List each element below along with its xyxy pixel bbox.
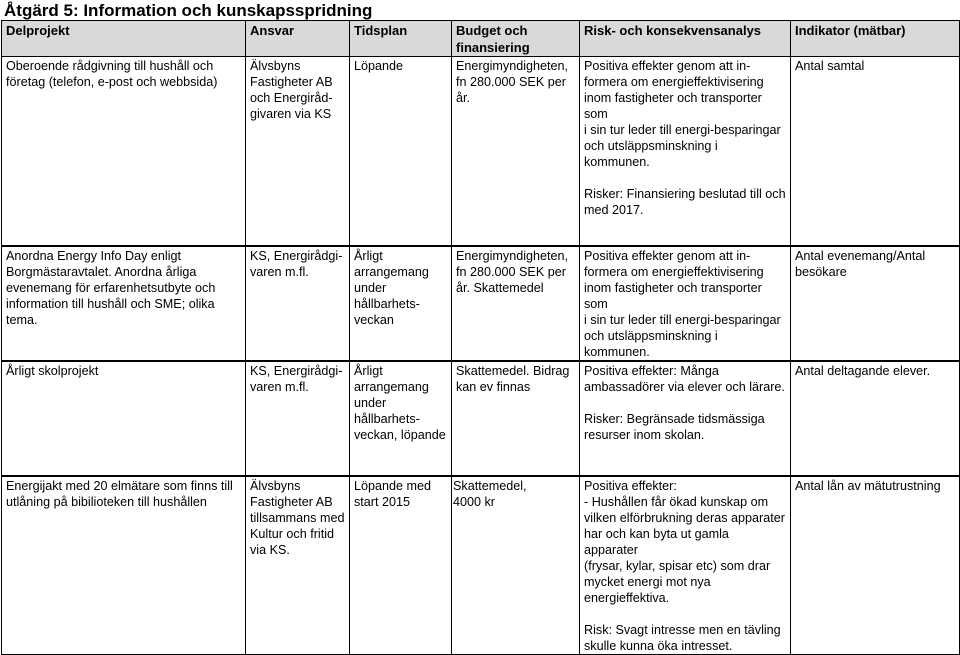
table-row [2,476,960,655]
cell-budget: Energimyndigheten, fn 280.000 SEK per år. [452,57,580,247]
cell-tidsplan: Årligt arrangemang under hållbarhets- veckan [350,246,452,361]
cell-indikator: Antal deltagande elever. [791,361,960,476]
cell-tidsplan: Löpande [350,57,452,247]
cell-indikator: Antal samtal [791,57,960,247]
header-ansvar: Ansvar [246,21,350,57]
header-risk: Risk- och konsekvensanalys [580,21,791,57]
cell-risk: Positiva effekter genom att in- formera om energieffektivisering inom fastigheter och transporter som i sin tur leder till energi-besparingar och utsläppsminskning i kommunen. Risker: Finansiering beslutad till och med 2017. [580,57,791,247]
cell-budget: Skattemedel, 4000 kr [452,476,580,655]
cell-delprojekt: Årligt skolprojekt [2,361,246,476]
cell-ansvar: Älvsbyns Fastigheter AB tillsammans med Kultur och fritid via KS. [246,476,350,655]
cell-delprojekt: Oberoende rådgivning till hushåll och företag (telefon, e-post och webbsida) [2,57,246,247]
cell-ansvar: KS, Energirådgi- varen m.fl. [246,246,350,361]
cell-risk: Positiva effekter: - Hushållen får ökad kunskap om vilken elförbrukning deras apparater har och kan byta ut gamla apparater (frysar, kylar, spisar etc) som drar mycket energi mot nya energieffektiva. Risk: Svagt intresse men en tävling skulle kunna öka intresset. [580,476,791,655]
header-delprojekt: Delprojekt [2,21,246,57]
table-row [2,361,960,476]
cell-indikator: Antal evenemang/Antal besökare [791,246,960,361]
table-row [2,57,960,247]
cell-risk: Positiva effekter genom att in- formera om energieffektivisering inom fastigheter och transporter som i sin tur leder till energi-besparingar och utsläppsminskning i kommunen. [580,246,791,361]
page-title: Åtgärd 5: Information och kunskapsspridning [4,1,373,20]
cell-delprojekt: Energijakt med 20 elmätare som finns till utlåning på bibilioteken till hushållen [2,476,246,655]
cell-risk: Positiva effekter: Många ambassadörer via elever och lärare. Risker: Begränsade tidsmässiga resurser inom skolan. [580,361,791,476]
header-budget: Budget och finansiering [452,21,580,57]
cell-ansvar: Älvsbyns Fastigheter AB och Energiråd- givaren via KS [246,57,350,247]
header-indikator: Indikator (mätbar) [791,21,960,57]
header-row [2,21,960,57]
cell-budget: Skattemedel. Bidrag kan ev finnas [452,361,580,476]
cell-ansvar: KS, Energirådgi- varen m.fl. [246,361,350,476]
cell-budget: Energimyndigheten, fn 280.000 SEK per år. Skattemedel [452,246,580,361]
table-row [2,246,960,361]
cell-delprojekt: Anordna Energy Info Day enligt Borgmästaravtalet. Anordna årliga evenemang för erfarenhetsutbyte och information till hushåll och SME; olika tema. [2,246,246,361]
cell-indikator: Antal lån av mätutrustning [791,476,960,655]
action-table [1,20,960,655]
cell-tidsplan: Årligt arrangemang under hållbarhets- veckan, löpande [350,361,452,476]
header-tidsplan: Tidsplan [350,21,452,57]
cell-tidsplan: Löpande med start 2015 [350,476,452,655]
